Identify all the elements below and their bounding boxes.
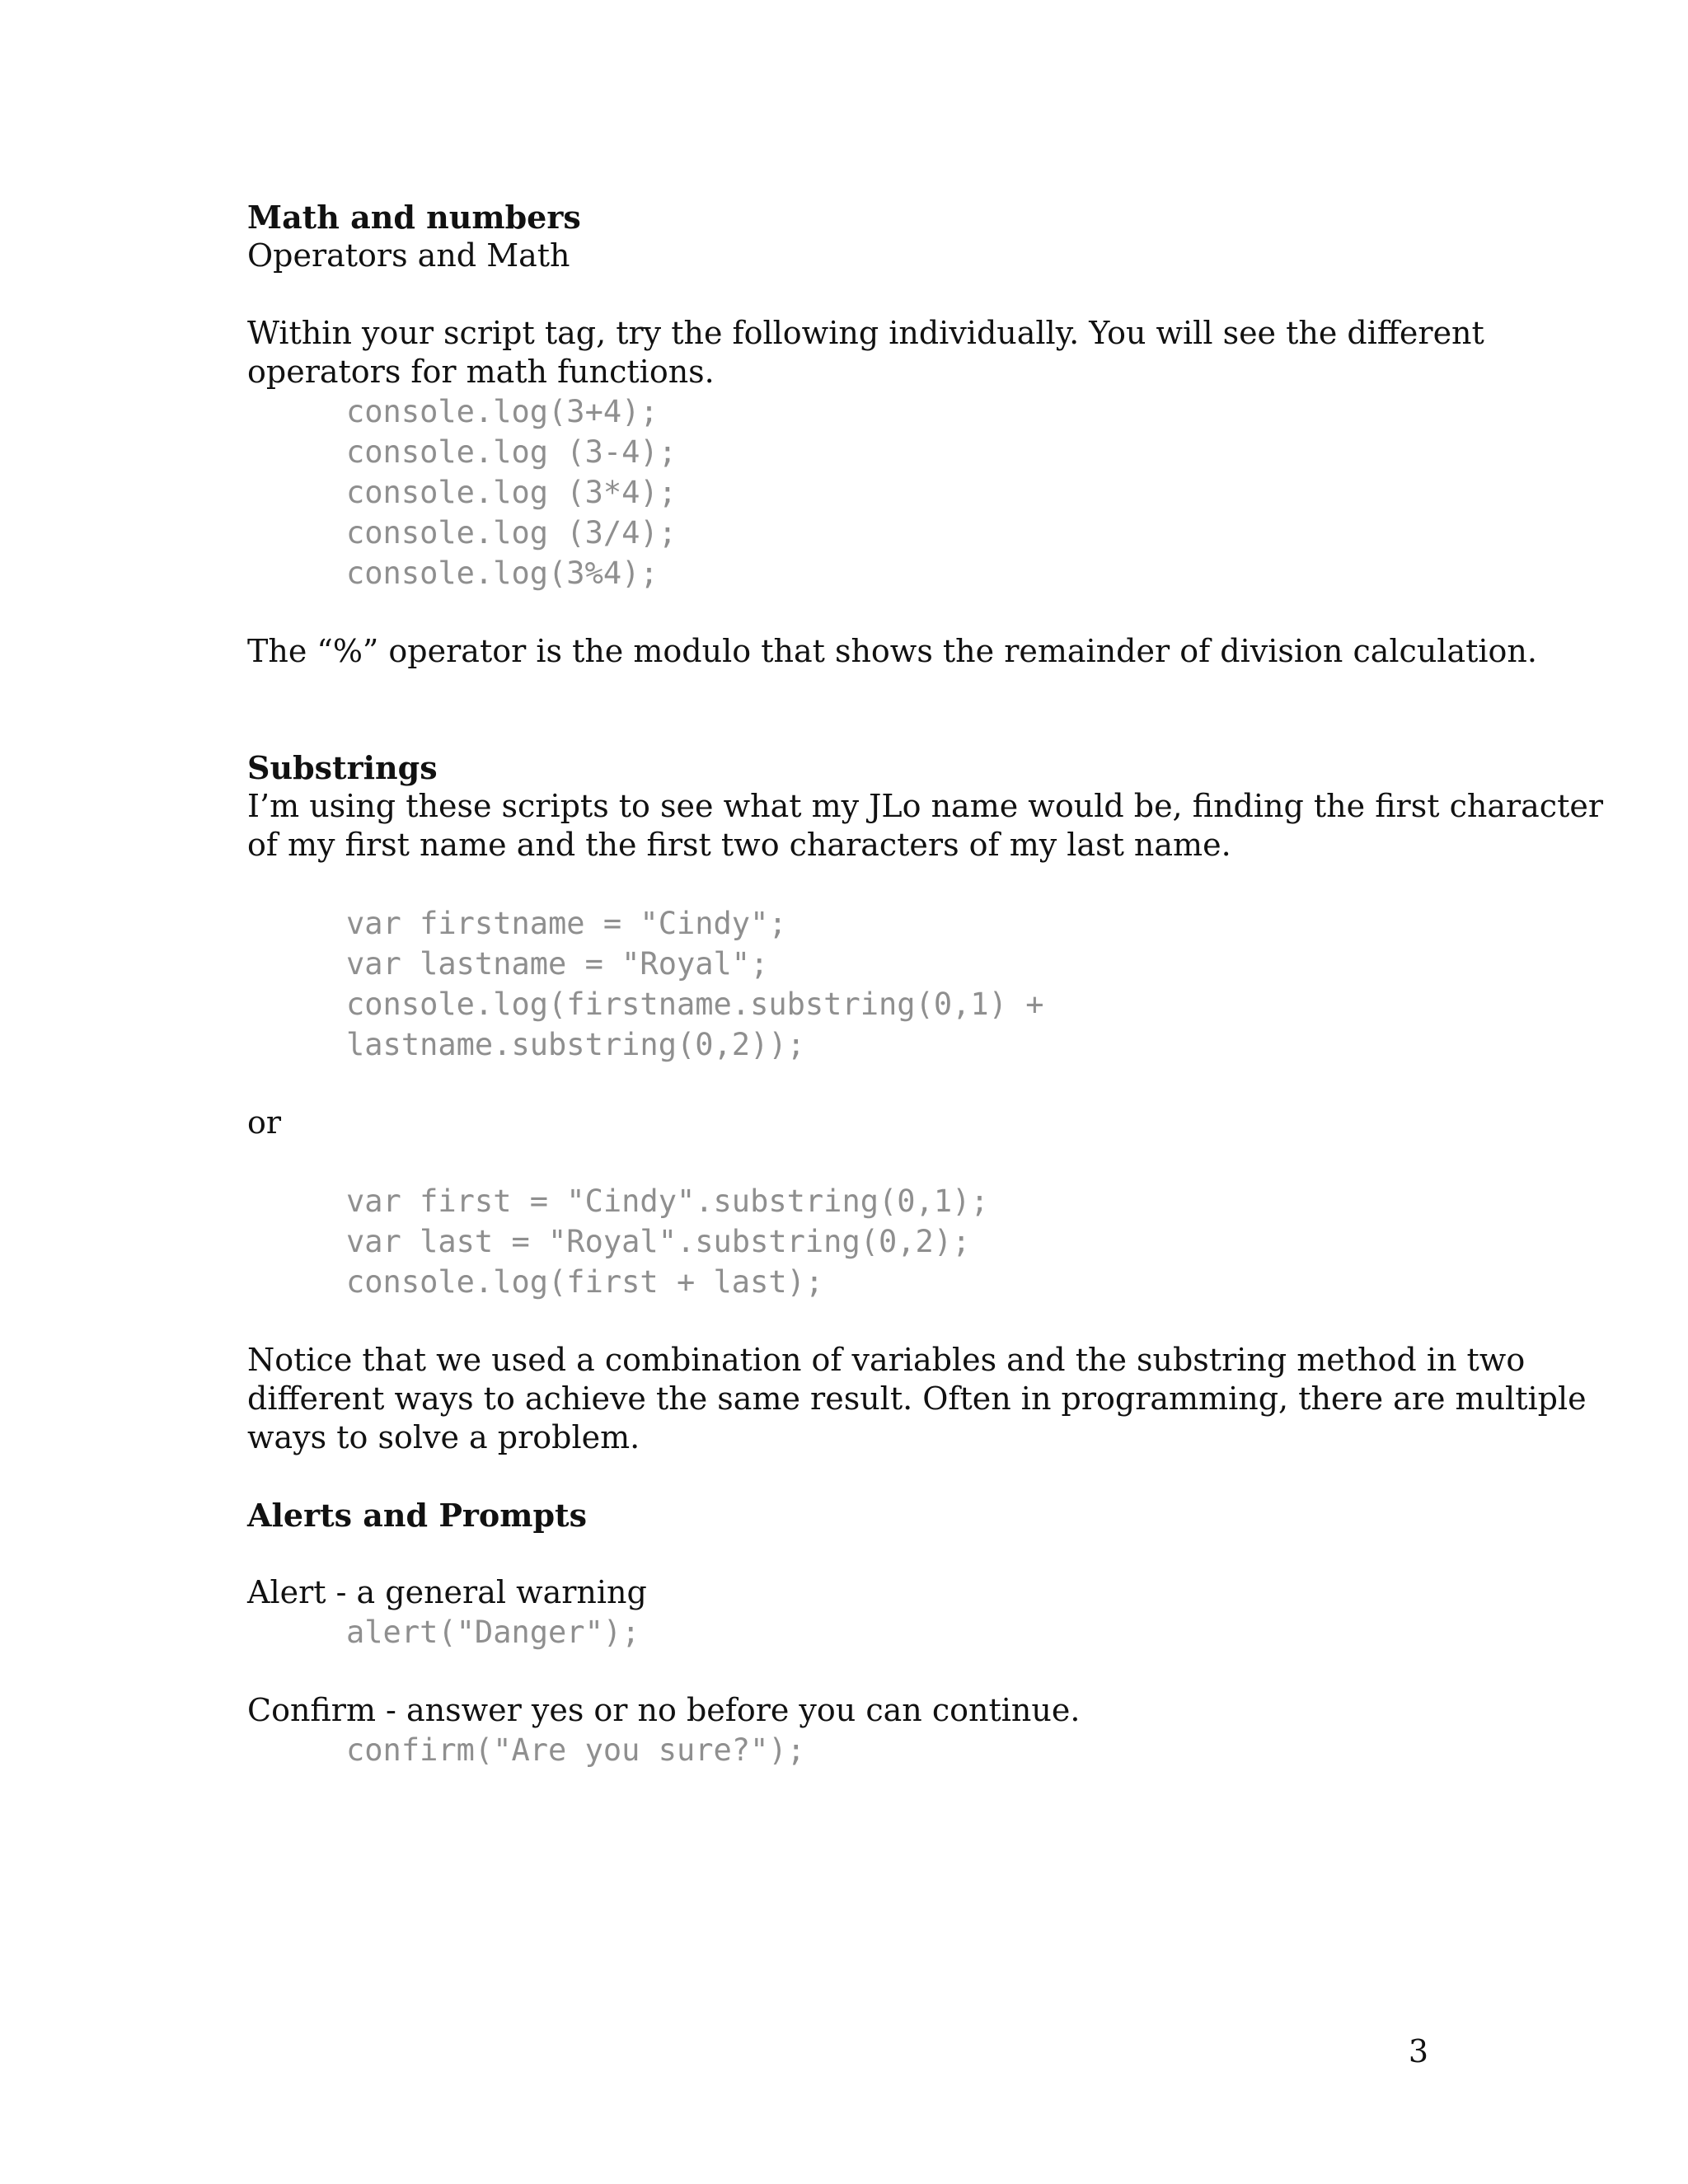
code-line: var firstname = "Cindy"; <box>346 906 787 941</box>
code-line: var lastname = "Royal"; <box>346 946 769 982</box>
section-heading-alerts: Alerts and Prompts <box>247 1497 588 1534</box>
spacer <box>247 275 1434 314</box>
paragraph-line: Within your script tag, try the following individually. You will see the different <box>247 315 1484 351</box>
section-heading-substrings: Substrings <box>247 749 438 786</box>
code-line: lastname.substring(0,2)); <box>346 1027 805 1062</box>
spacer <box>247 865 1434 903</box>
section-heading-math: Math and numbers <box>247 199 581 236</box>
spacer <box>247 1457 1434 1496</box>
spacer <box>247 1065 1434 1104</box>
paragraph-line: or <box>247 1104 282 1141</box>
code-line: var last = "Royal".substring(0,2); <box>346 1224 971 1259</box>
paragraph-line: Notice that we used a combination of variables and the substring method in two <box>247 1342 1526 1378</box>
code-line: console.log(firstname.substring(0,1) + <box>346 987 1044 1022</box>
code-line: console.log (3-4); <box>346 434 677 470</box>
paragraph-line: The “%” operator is the modulo that shows the remainder of division calculation. <box>247 633 1537 669</box>
paragraph-line: of my first name and the first two characters of my last name. <box>247 827 1231 863</box>
code-line: console.log(first + last); <box>346 1264 824 1300</box>
spacer <box>247 1142 1434 1181</box>
page-content <box>247 198 1604 1770</box>
spacer <box>247 1652 1434 1691</box>
paragraph-line: Alert - a general warning <box>247 1574 647 1610</box>
spacer <box>247 1535 1434 1573</box>
code-line: var first = "Cindy".substring(0,1); <box>346 1183 989 1219</box>
code-line: alert("Danger"); <box>346 1615 640 1650</box>
code-line: console.log(3+4); <box>346 394 659 429</box>
paragraph-line: Confirm - answer yes or no before you can continue. <box>247 1692 1081 1728</box>
code-line: console.log(3%4); <box>346 555 659 591</box>
paragraph-line: operators for math functions. <box>247 354 715 390</box>
code-line: console.log (3/4); <box>346 515 677 551</box>
spacer <box>247 1302 1434 1341</box>
code-line: confirm("Are you sure?"); <box>346 1732 805 1768</box>
paragraph-line: I’m using these scripts to see what my JLo name would be, finding the first character <box>247 788 1604 824</box>
spacer <box>247 593 1434 632</box>
section-subheading-math: Operators and Math <box>247 237 570 274</box>
page-number: 3 <box>1408 2033 1428 2069</box>
code-line: console.log (3*4); <box>346 475 677 510</box>
spacer <box>247 671 1434 748</box>
paragraph-line: ways to solve a problem. <box>247 1419 640 1455</box>
paragraph-line: different ways to achieve the same result. Often in programming, there are multiple <box>247 1380 1587 1417</box>
